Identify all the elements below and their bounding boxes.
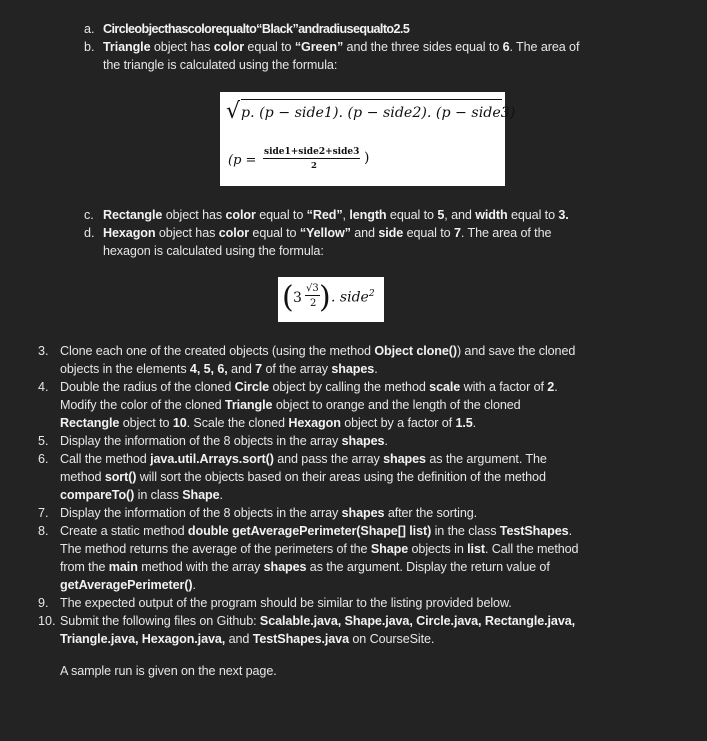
hexagon-formula-body bbox=[278, 277, 384, 322]
semi-perimeter-definition bbox=[228, 144, 408, 178]
list-marker-8: 8. bbox=[38, 524, 49, 538]
hex-three: 3 bbox=[293, 290, 302, 306]
hex-rparen: ) bbox=[319, 280, 331, 315]
radicand: p. (p − side1). (p − side2). (p − side3) bbox=[241, 99, 502, 126]
hexagon-area-formula bbox=[278, 277, 384, 322]
triangle-area-formula bbox=[220, 92, 516, 186]
item-d-line-1: Hexagon object has color equal to “Yellow” and side equal to 7. The area of the bbox=[103, 226, 552, 240]
item-c-line-1: Rectangle object has color equal to “Red”, length equal to 5, and width equal to 3. bbox=[103, 208, 569, 222]
item-6-line-2: method sort() will sort the objects based on their areas using the definition of the method bbox=[60, 470, 546, 484]
item-8-line-2: The method returns the average of the perimeters of the Shape objects in list. Call the method bbox=[60, 542, 579, 556]
item-5-line-1: Display the information of the 8 objects in the array shapes. bbox=[60, 434, 388, 448]
item-d-line-2: hexagon is calculated using the formula: bbox=[103, 244, 324, 258]
list-marker-a: a. bbox=[84, 22, 95, 36]
item-a-bold-run: Circleobjecthascolorequalto“Black”andradiusequalto2.5 bbox=[103, 22, 410, 36]
list-marker-d: d. bbox=[84, 226, 95, 240]
item-6-line-1: Call the method java.util.Arrays.sort() and pass the array shapes as the argument. The bbox=[60, 452, 547, 466]
item-4-line-2: Modify the color of the cloned Triangle object to orange and the length of the cloned bbox=[60, 398, 521, 412]
item-7-line-1: Display the information of the 8 objects in the array shapes after the sorting. bbox=[60, 506, 478, 520]
p-rparen: ) bbox=[364, 150, 370, 166]
item-10-line-2: Triangle.java, Hexagon.java, and TestShapes.java on CourseSite. bbox=[60, 632, 435, 646]
p-lhs: (p = bbox=[228, 153, 257, 168]
list-marker-3: 3. bbox=[38, 344, 49, 358]
item-9-line-1: The expected output of the program should be similar to the listing provided below. bbox=[60, 596, 512, 610]
item-6-line-3: compareTo() in class Shape. bbox=[60, 488, 223, 502]
item-8-line-1: Create a static method double getAveragePerimeter(Shape[] list) in the class TestShapes. bbox=[60, 524, 572, 538]
item-8-line-3: from the main method with the array shapes as the argument. Display the return value of bbox=[60, 560, 550, 574]
hex-frac-numerator: √3 bbox=[306, 283, 319, 294]
item-4-line-1: Double the radius of the cloned Circle object by calling the method scale with a factor of 2. bbox=[60, 380, 558, 394]
item-b-line-2: the triangle is calculated using the formula: bbox=[103, 58, 338, 72]
item-4-line-3: Rectangle object to 10. Scale the cloned Hexagon object by a factor of 1.5. bbox=[60, 416, 477, 430]
sqrt-symbol: √ bbox=[226, 99, 241, 124]
hex-side-squared: . side$^2$ bbox=[331, 289, 375, 306]
hex-frac-denominator: 2 bbox=[310, 298, 317, 309]
list-marker-6: 6. bbox=[38, 452, 49, 466]
p-numerator: side1+side2+side3 bbox=[264, 147, 360, 157]
list-marker-7: 7. bbox=[38, 506, 49, 520]
item-8-line-4: getAveragePerimeter(). bbox=[60, 578, 196, 592]
item-3-line-1: Clone each one of the created objects (using the method Object clone()) and save the cloned bbox=[60, 344, 576, 358]
closing-note: A sample run is given on the next page. bbox=[60, 664, 277, 678]
hex-lparen: ( bbox=[282, 280, 294, 315]
list-marker-4: 4. bbox=[38, 380, 49, 394]
p-denominator: 2 bbox=[311, 161, 317, 171]
item-3-line-2: objects in the elements 4, 5, 6, and 7 of the array shapes. bbox=[60, 362, 378, 376]
item-a-text bbox=[103, 20, 409, 38]
list-marker-c: c. bbox=[84, 208, 94, 222]
heron-sqrt bbox=[226, 98, 516, 128]
list-marker-5: 5. bbox=[38, 434, 49, 448]
item-b-line-1: Triangle object has color equal to “Green” and the three sides equal to 6. The area of bbox=[103, 40, 580, 54]
item-10-line-1: Submit the following files on Github: Scalable.java, Shape.java, Circle.java, Rectangle.java, bbox=[60, 614, 576, 628]
list-marker-b: b. bbox=[84, 40, 95, 54]
list-marker-9: 9. bbox=[38, 596, 49, 610]
list-marker-10: 10. bbox=[38, 614, 56, 628]
